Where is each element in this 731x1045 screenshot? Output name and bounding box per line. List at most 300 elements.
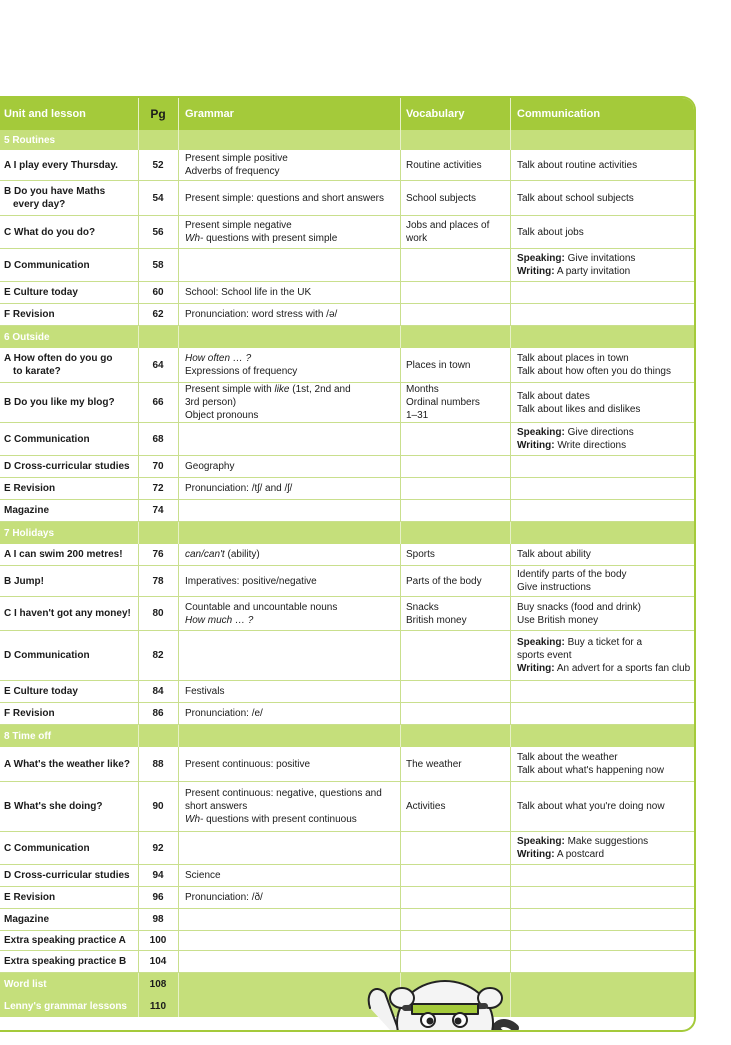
text-segment: Pronunciation: word stress with /ə/ (185, 309, 338, 320)
unit-lesson-text: Magazine (4, 914, 50, 925)
text-segment: Talk about how often you do things (517, 366, 671, 377)
vocabulary-cell (400, 522, 510, 544)
table-row (0, 423, 696, 456)
page-number: 76 (152, 549, 164, 560)
unit-lesson-cell (0, 150, 138, 180)
text-segment: Talk about school subjects (517, 192, 634, 204)
text-segment: work (406, 233, 428, 244)
grammar-cell (178, 887, 400, 908)
page-number (138, 725, 178, 747)
vocabulary-cell (400, 500, 510, 521)
unit-lesson-text: 6 Outside (4, 331, 50, 343)
vocabulary-cell (400, 887, 510, 908)
page-number: 56 (152, 226, 164, 238)
communication-cell (510, 478, 696, 499)
text-segment: Talk about ability (517, 549, 591, 560)
table-header (0, 98, 696, 130)
section-row (0, 130, 696, 150)
communication-cell (510, 150, 696, 180)
section-row (0, 522, 696, 544)
text-segment: Festivals (185, 686, 225, 697)
page-number: 54 (152, 192, 164, 204)
page-number: 58 (152, 259, 164, 271)
text-segment: Present simple: questions and short answers (185, 192, 384, 204)
text-segment: Speaking: (517, 637, 565, 648)
communication-cell (510, 703, 696, 724)
vocabulary-cell (400, 544, 510, 565)
table-row (0, 832, 696, 865)
table-row (0, 150, 696, 181)
text-segment: Routine activities (406, 159, 482, 171)
grammar-cell (178, 500, 400, 521)
text-segment: How much … ? (185, 614, 254, 626)
page-number: 60 (152, 287, 164, 298)
vocabulary-cell (400, 832, 510, 864)
communication-cell (510, 931, 696, 950)
vocabulary-cell (400, 566, 510, 596)
unit-lesson-text: Magazine (4, 505, 50, 516)
text-segment: Writing: (517, 440, 555, 451)
vocabulary-cell (400, 931, 510, 950)
unit-lesson-text: 8 Time off (4, 730, 52, 742)
unit-lesson-cell (0, 681, 138, 702)
vocabulary-cell (400, 348, 510, 382)
table-row (0, 304, 696, 326)
unit-lesson-cell (0, 631, 138, 680)
communication-cell (510, 544, 696, 565)
communication-cell (510, 304, 696, 325)
unit-lesson-text: F Revision (4, 309, 55, 320)
page-number: 82 (152, 650, 164, 661)
communication-cell (510, 456, 696, 477)
grammar-cell (178, 456, 400, 477)
grammar-cell (178, 931, 400, 950)
text-segment: Ordinal numbers (406, 397, 480, 408)
appendix-row (0, 995, 696, 1017)
unit-lesson-text: 5 Routines (4, 134, 56, 146)
text-segment: Talk about places in town (517, 353, 629, 364)
unit-lesson-text: E Revision (4, 892, 56, 903)
page-number: 90 (152, 801, 164, 812)
text-segment: Expressions of frequency (185, 366, 298, 377)
vocabulary-cell (400, 423, 510, 455)
unit-lesson-cell (0, 747, 138, 781)
vocabulary-cell (400, 631, 510, 680)
page-number: 72 (152, 483, 164, 494)
unit-lesson-text: Extra speaking practice B (4, 956, 127, 967)
page-number: 100 (149, 935, 167, 946)
text-segment: Speaking: (517, 427, 565, 438)
unit-lesson-cell (0, 500, 138, 521)
unit-lesson-text: Word list (4, 978, 47, 990)
page-number: 80 (152, 608, 164, 619)
text-segment: Talk about jobs (517, 226, 584, 238)
text-segment: Sports (406, 549, 435, 560)
page-number: 74 (152, 505, 164, 516)
header-communication: Communication (517, 107, 601, 120)
table-row (0, 865, 696, 887)
table-row (0, 931, 696, 951)
text-segment: School subjects (406, 192, 477, 204)
grammar-cell (178, 747, 400, 781)
section-row (0, 326, 696, 348)
grammar-cell (178, 304, 400, 325)
grammar-cell (178, 348, 400, 382)
page-number: 104 (149, 956, 167, 967)
unit-lesson-text: A I play every Thursday. (4, 159, 118, 171)
appendix-row (0, 973, 696, 995)
unit-lesson-text: Extra speaking practice A (4, 935, 126, 946)
text-segment: 1–31 (406, 410, 429, 421)
grammar-cell (178, 150, 400, 180)
vocabulary-cell (400, 865, 510, 886)
text-segment: sports event (517, 650, 572, 661)
communication-cell (510, 249, 696, 281)
table-row (0, 500, 696, 522)
unit-lesson-text: C Communication (4, 842, 90, 854)
communication-cell (510, 383, 696, 422)
unit-lesson-text: B Do you like my blog? (4, 397, 115, 408)
text-segment: Countable and uncountable nouns (185, 601, 338, 613)
unit-lesson-cell (0, 478, 138, 499)
unit-lesson-text: A What's the weather like? (4, 758, 130, 770)
communication-cell (510, 423, 696, 455)
unit-lesson-text: D Communication (4, 259, 90, 271)
unit-lesson-cell (0, 832, 138, 864)
table-row (0, 544, 696, 566)
unit-lesson-text: D Communication (4, 650, 90, 661)
page-number: 88 (152, 758, 164, 770)
table-row (0, 181, 696, 216)
text-segment: Speaking: (517, 836, 565, 847)
text-segment: Pronunciation: /ð/ (185, 892, 263, 903)
vocabulary-cell (400, 326, 510, 348)
unit-lesson-cell (0, 130, 138, 150)
unit-lesson-text: A How often do you go (4, 353, 113, 364)
grammar-cell (178, 725, 400, 747)
communication-cell (510, 832, 696, 864)
page-number (138, 130, 178, 150)
text-segment: Buy snacks (food and drink) (517, 601, 641, 613)
vocabulary-cell (400, 747, 510, 781)
text-segment: Write directions (554, 440, 627, 451)
table-row (0, 478, 696, 500)
grammar-cell (178, 909, 400, 930)
text-segment: Writing: (517, 266, 555, 277)
table-row (0, 747, 696, 782)
page-number: 78 (152, 575, 164, 587)
vocabulary-cell (400, 304, 510, 325)
vocabulary-cell (400, 681, 510, 702)
unit-lesson-text: every day? (13, 199, 66, 210)
communication-cell (510, 522, 696, 544)
text-segment: The weather (406, 758, 462, 770)
text-segment: Writing: (517, 849, 555, 860)
text-segment: Object pronouns (185, 410, 259, 421)
text-segment: Talk about what you're doing now (517, 801, 665, 812)
vocabulary-cell (400, 597, 510, 630)
table-row (0, 282, 696, 304)
vocabulary-cell (400, 150, 510, 180)
text-segment: Give instructions (517, 582, 591, 593)
text-segment: Use British money (517, 614, 599, 626)
lemur-mascot-icon (350, 968, 550, 1032)
header-unit: Unit and lesson (4, 107, 86, 120)
unit-lesson-cell (0, 951, 138, 972)
table-row (0, 887, 696, 909)
page-number: 66 (152, 397, 164, 408)
text-segment: Science (185, 870, 221, 881)
text-segment: Jobs and places of (406, 220, 490, 231)
vocabulary-cell (400, 249, 510, 281)
text-segment: Present continuous: positive (185, 758, 311, 770)
unit-lesson-text: B What's she doing? (4, 801, 103, 812)
communication-cell (510, 216, 696, 248)
text-segment: Adverbs of frequency (185, 166, 280, 177)
section-row (0, 725, 696, 747)
text-segment: British money (406, 614, 467, 626)
text-segment: Writing: (517, 663, 555, 674)
table-row (0, 348, 696, 383)
unit-lesson-cell (0, 703, 138, 724)
text-segment: Give directions (564, 427, 634, 438)
text-segment: Geography (185, 461, 235, 472)
unit-lesson-text: E Culture today (4, 287, 78, 298)
text-segment: Months (406, 384, 439, 395)
vocabulary-cell (400, 130, 510, 150)
unit-lesson-text: E Culture today (4, 686, 78, 697)
text-segment: Places in town (406, 359, 471, 371)
grammar-cell (178, 326, 400, 348)
grammar-cell (178, 703, 400, 724)
text-segment: Snacks (406, 601, 439, 613)
grammar-cell (178, 130, 400, 150)
text-segment: Wh- (185, 814, 204, 825)
vocabulary-cell (400, 782, 510, 831)
text-segment: A party invitation (554, 266, 631, 277)
unit-lesson-cell (0, 522, 138, 544)
unit-lesson-text: C Communication (4, 433, 90, 445)
table-row (0, 456, 696, 478)
text-segment: Pronunciation: /tʃ/ and /ʃ/ (185, 483, 293, 494)
table-row (0, 249, 696, 282)
unit-lesson-cell (0, 383, 138, 422)
text-segment: Speaking: (517, 253, 565, 264)
header-pg: Pg (150, 106, 166, 121)
table-row (0, 597, 696, 631)
communication-cell (510, 909, 696, 930)
communication-cell (510, 130, 696, 150)
page-number (138, 326, 178, 348)
unit-lesson-text: to karate? (13, 366, 61, 377)
grammar-cell (178, 631, 400, 680)
communication-cell (510, 282, 696, 303)
text-segment: questions with present continuous (203, 814, 357, 825)
communication-cell (510, 631, 696, 680)
communication-cell (510, 181, 696, 215)
communication-cell (510, 782, 696, 831)
table-row (0, 216, 696, 249)
page-number: 70 (152, 461, 164, 472)
unit-lesson-cell (0, 973, 138, 995)
unit-lesson-cell (0, 326, 138, 348)
unit-lesson-cell (0, 423, 138, 455)
text-segment: Present simple positive (185, 153, 288, 164)
text-segment: Talk about routine activities (517, 159, 638, 171)
text-segment: Talk about what's happening now (517, 765, 665, 776)
table-row (0, 782, 696, 832)
grammar-cell (178, 522, 400, 544)
grammar-cell (178, 566, 400, 596)
text-segment: A postcard (554, 849, 605, 860)
page-number: 98 (152, 914, 164, 925)
unit-lesson-cell (0, 456, 138, 477)
page-number (138, 522, 178, 544)
text-segment: can/can't (185, 549, 225, 560)
page-number: 84 (152, 686, 164, 697)
unit-lesson-text: 7 Holidays (4, 527, 55, 539)
header-grammar: Grammar (185, 107, 234, 120)
communication-cell (510, 887, 696, 908)
text-segment: Imperatives: positive/negative (185, 575, 317, 587)
vocabulary-cell (400, 478, 510, 499)
unit-lesson-text: Lenny's grammar lessons (4, 1000, 127, 1012)
grammar-cell (178, 216, 400, 248)
unit-lesson-cell (0, 782, 138, 831)
text-segment: Activities (406, 801, 446, 812)
page-number: 52 (152, 159, 164, 171)
text-segment: An advert for a sports fan club (554, 663, 691, 674)
text-segment: School: School life in the UK (185, 287, 312, 298)
unit-lesson-cell (0, 995, 138, 1017)
grammar-cell (178, 832, 400, 864)
communication-cell (510, 500, 696, 521)
page-number: 92 (152, 842, 164, 854)
vocabulary-cell (400, 909, 510, 930)
page-number: 110 (149, 1000, 167, 1012)
unit-lesson-cell (0, 566, 138, 596)
communication-cell (510, 681, 696, 702)
unit-lesson-text: A I can swim 200 metres! (4, 549, 123, 560)
table-row (0, 909, 696, 931)
unit-lesson-text: B Jump! (4, 575, 44, 587)
unit-lesson-cell (0, 725, 138, 747)
unit-lesson-text: C What do you do? (4, 226, 96, 238)
page-number: 94 (152, 870, 164, 881)
communication-cell (510, 747, 696, 781)
page-number: 108 (149, 978, 167, 990)
unit-lesson-cell (0, 282, 138, 303)
contents-table (0, 96, 696, 1032)
grammar-cell (178, 383, 400, 422)
unit-lesson-text: B Do you have Maths (4, 186, 106, 197)
grammar-cell (178, 597, 400, 630)
text-segment: Identify parts of the body (517, 569, 627, 580)
unit-lesson-cell (0, 304, 138, 325)
page-number: 86 (152, 708, 164, 719)
vocabulary-cell (400, 282, 510, 303)
unit-lesson-cell (0, 249, 138, 281)
unit-lesson-cell (0, 597, 138, 630)
unit-lesson-text: F Revision (4, 708, 55, 719)
text-segment: Present continuous: negative, questions and (185, 788, 382, 799)
unit-lesson-cell (0, 931, 138, 950)
unit-lesson-cell (0, 865, 138, 886)
text-segment: 3rd person) (185, 397, 237, 408)
text-segment: Buy a ticket for a (564, 637, 643, 648)
header-vocabulary: Vocabulary (406, 107, 465, 120)
text-segment: Talk about the weather (517, 752, 618, 763)
text-segment: questions with present simple (203, 233, 338, 244)
vocabulary-cell (400, 456, 510, 477)
grammar-cell (178, 865, 400, 886)
text-segment: Present simple negative (185, 220, 292, 231)
communication-cell (510, 725, 696, 747)
grammar-cell (178, 544, 400, 565)
text-segment: Wh- (185, 233, 204, 244)
page-number: 68 (152, 433, 164, 445)
page-number: 64 (152, 359, 164, 371)
table-row (0, 383, 696, 423)
grammar-cell (178, 478, 400, 499)
unit-lesson-cell (0, 544, 138, 565)
page-number: 96 (152, 892, 164, 903)
vocabulary-cell (400, 703, 510, 724)
text-segment: (ability) (224, 549, 260, 560)
unit-lesson-cell (0, 887, 138, 908)
page-number: 62 (152, 309, 164, 320)
vocabulary-cell (400, 725, 510, 747)
unit-lesson-text: D Cross-curricular studies (4, 870, 130, 881)
text-segment: Give invitations (564, 253, 636, 264)
communication-cell (510, 326, 696, 348)
grammar-cell (178, 249, 400, 281)
grammar-cell (178, 782, 400, 831)
text-segment: Present simple with (185, 384, 275, 395)
unit-lesson-text: E Revision (4, 483, 56, 494)
text-segment: Make suggestions (564, 836, 649, 847)
communication-cell (510, 348, 696, 382)
unit-lesson-cell (0, 181, 138, 215)
vocabulary-cell (400, 216, 510, 248)
table-row (0, 631, 696, 681)
text-segment: Pronunciation: /e/ (185, 708, 263, 719)
unit-lesson-cell (0, 216, 138, 248)
text-segment: short answers (185, 801, 248, 812)
unit-lesson-text: C I haven't got any money! (4, 608, 131, 619)
communication-cell (510, 597, 696, 630)
unit-lesson-cell (0, 909, 138, 930)
vocabulary-cell (400, 383, 510, 422)
grammar-cell (178, 423, 400, 455)
table-row (0, 681, 696, 703)
text-segment: Parts of the body (406, 575, 482, 587)
unit-lesson-cell (0, 348, 138, 382)
text-segment: How often … ? (185, 353, 252, 364)
text-segment: like (274, 384, 290, 395)
table-row (0, 951, 696, 973)
grammar-cell (178, 681, 400, 702)
grammar-cell (178, 282, 400, 303)
table-row (0, 566, 696, 597)
text-segment: Talk about likes and dislikes (517, 403, 641, 415)
text-segment: Talk about dates (517, 390, 590, 402)
grammar-cell (178, 181, 400, 215)
vocabulary-cell (400, 181, 510, 215)
communication-cell (510, 566, 696, 596)
unit-lesson-text: D Cross-curricular studies (4, 461, 130, 472)
communication-cell (510, 865, 696, 886)
